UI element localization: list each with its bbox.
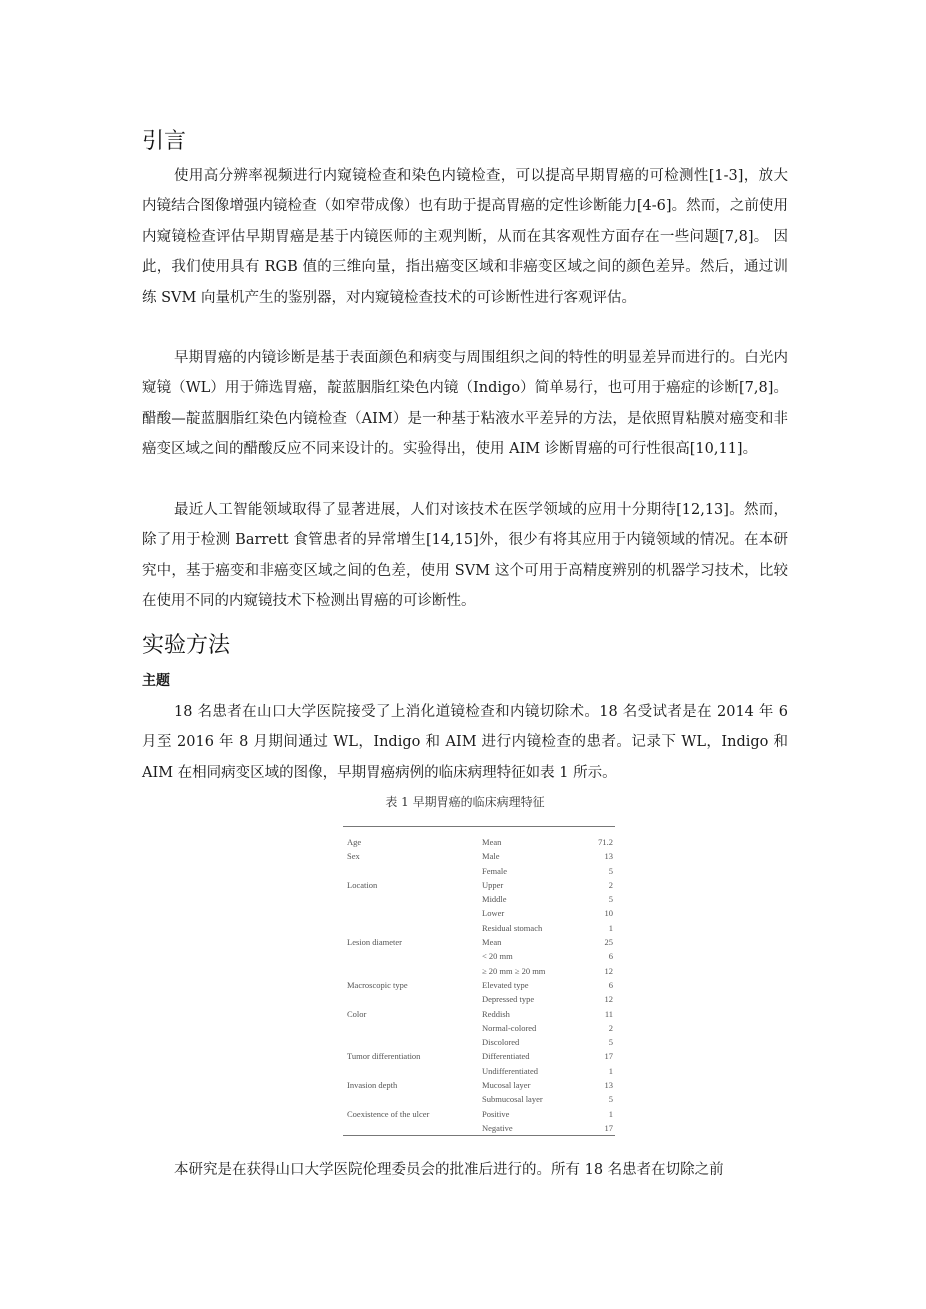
- table-cell-category: Elevated type: [482, 979, 529, 990]
- table-row: [343, 849, 615, 863]
- table-cell-value: 1: [608, 922, 613, 933]
- table-cell-variable: [343, 992, 482, 1006]
- table-cell-variable: [343, 921, 482, 935]
- table-cell-variable: Invasion depth: [347, 1080, 398, 1091]
- table-cell-variable: Tumor differentiation: [347, 1051, 421, 1062]
- table-cell-variable: Sex: [347, 851, 360, 862]
- methods-heading: 实验方法: [142, 633, 231, 658]
- table-cell-category: Mucosal layer: [482, 1080, 531, 1091]
- table-cell-variable: [343, 906, 482, 920]
- table-row: [343, 978, 615, 992]
- table-cell-category: Positive: [482, 1108, 510, 1119]
- table-cell-category: Reddish: [482, 1008, 510, 1019]
- table-cell-value: 1: [608, 1108, 613, 1119]
- table-cell-category: Middle: [482, 894, 507, 905]
- table-cell-category: Negative: [482, 1122, 513, 1133]
- table-cell-value: 5: [608, 894, 613, 905]
- table-cell-variable: [343, 1064, 482, 1078]
- table-cell-variable: Coexistence of the ulcer: [347, 1108, 430, 1119]
- table-cell-value: 71.2: [598, 837, 613, 847]
- table-row: [343, 1078, 615, 1092]
- table-row: [343, 892, 615, 906]
- intro-paragraph-3: 最近人工智能领域取得了显著进展，人们对该技术在医学领域的应用十分期待[12,13]。然而，除了用于检测 Barrett 食管患者的异常增生[14,15]外，很少有将其应用于内镜领域的情况。在本研究中，基于癌变和非癌变区域之间的色差，使用 SVM 这个可用于高精度辨别的机器学习技术，比较在使用不同的内窥镜技术下检测出胃癌的可诊断性。: [142, 502, 788, 610]
- table-cell-value: 17: [604, 1122, 613, 1133]
- table-cell-value: 6: [608, 951, 613, 962]
- table-cell-category: < 20 mm: [482, 951, 513, 962]
- intro-heading: 引言: [142, 129, 187, 154]
- table-row: [343, 1092, 615, 1106]
- table-cell-variable: [343, 892, 482, 906]
- intro-paragraph-2: 早期胃癌的内镜诊断是基于表面颜色和病变与周围组织之间的特性的明显差异而进行的。白光内窥镜（WL）用于筛选胃癌，靛蓝胭脂红染色内镜（Indigo）简单易行，也可用于癌症的诊断[7,8]。醋酸—靛蓝胭脂红染色内镜检查（AIM）是一种基于粘液水平差异的方法，是依照胃粘膜对癌变和非癌变区域之间的醋酸反应不同来设计的。实验得出，使用 AIM 诊断胃癌的可行性很高[10,11]。: [142, 350, 788, 458]
- table-row: [343, 864, 615, 878]
- table-cell-value: 12: [604, 965, 613, 976]
- table-row: [343, 878, 615, 892]
- table-cell-value: 12: [604, 994, 613, 1005]
- methods-paragraph-1: 18 名患者在山口大学医院接受了上消化道镜检查和内镜切除术。18 名受试者是在 2014 年 6 月至 2016 年 8 月期间通过 WL，Indigo 和 AIM 进行内镜检查的患者。记录下 WL，Indigo 和 AIM 在相同病变区域的图像，早期胃癌病例的临床病理特征如表 1 所示。: [142, 704, 788, 781]
- table-cell-category: Lower: [482, 908, 505, 919]
- table-row: [343, 827, 615, 850]
- table-cell-variable: [343, 964, 482, 978]
- table-cell-category: Mean: [482, 837, 502, 847]
- table-cell-category: Differentiated: [482, 1051, 530, 1062]
- table-cell-variable: [343, 1121, 482, 1136]
- table-cell-variable: Macroscopic type: [347, 979, 408, 990]
- table-row: [343, 1021, 615, 1035]
- table-row: [343, 992, 615, 1006]
- table-cell-value: 13: [604, 1080, 613, 1091]
- table-cell-value: 1: [608, 1065, 613, 1076]
- table-cell-category: Upper: [482, 879, 504, 890]
- table-cell-value: 5: [608, 865, 613, 876]
- table-cell-category: Discolored: [482, 1037, 520, 1048]
- table-cell-category: Depressed type: [482, 994, 535, 1005]
- table-cell-variable: Lesion diameter: [347, 937, 402, 948]
- table-cell-value: 10: [604, 908, 613, 919]
- table-cell-value: 2: [608, 879, 613, 890]
- table-cell-value: 25: [604, 937, 613, 948]
- table-caption: 表 1 早期胃癌的临床病理特征: [385, 795, 545, 809]
- table-row: [343, 1035, 615, 1049]
- table-cell-variable: Age: [347, 837, 362, 847]
- table-row: [343, 906, 615, 920]
- table-cell-variable: [343, 1035, 482, 1049]
- table-cell-value: 17: [604, 1051, 613, 1062]
- intro-paragraph-1: 使用高分辨率视频进行内窥镜检查和染色内镜检查，可以提高早期胃癌的可检测性[1-3]，放大内镜结合图像增强内镜检查（如窄带成像）也有助于提高胃癌的定性诊断能力[4-6]。然而，之前使用内窥镜检查评估早期胃癌是基于内镜医师的主观判断，从而在其客观性方面存在一些问题[7,8]。 因此，我们使用具有 RGB 值的三维向量，指出癌变区域和非癌变区域之间的颜色差异。然后，通过训练 SVM 向量机产生的鉴别器，对内窥镜检查技术的可诊断性进行客观评估。: [142, 168, 788, 306]
- clinicopathological-table: [343, 826, 615, 1136]
- subject-heading: 主题: [142, 673, 170, 689]
- table-row: [343, 935, 615, 949]
- table-cell-value: 5: [608, 1094, 613, 1105]
- table-cell-category: Normal-colored: [482, 1022, 537, 1033]
- table-cell-variable: [343, 864, 482, 878]
- table-row: [343, 1049, 615, 1063]
- table-cell-variable: Location: [347, 879, 378, 890]
- table-cell-value: 6: [608, 979, 613, 990]
- table-cell-category: Residual stomach: [482, 922, 543, 933]
- table-cell-category: Submucosal layer: [482, 1094, 543, 1105]
- table-cell-variable: [343, 1021, 482, 1035]
- table-cell-category: Female: [482, 865, 508, 876]
- table-row: [343, 921, 615, 935]
- table-cell-variable: [343, 1092, 482, 1106]
- table-row: [343, 1121, 615, 1136]
- table-cell-category: ≥ 20 mm ≥ 20 mm: [482, 965, 546, 976]
- table-cell-value: 5: [608, 1037, 613, 1048]
- table-row: [343, 964, 615, 978]
- table-cell-value: 2: [608, 1022, 613, 1033]
- table-row: [343, 1107, 615, 1121]
- table-row: [343, 1064, 615, 1078]
- methods-paragraph-2: 本研究是在获得山口大学医院伦理委员会的批准后进行的。所有 18 名患者在切除之前: [174, 1162, 724, 1178]
- table-cell-category: Undifferentiated: [482, 1065, 539, 1076]
- table-cell-value: 13: [604, 851, 613, 862]
- table-cell-value: 11: [604, 1008, 613, 1019]
- table-cell-variable: Color: [347, 1008, 367, 1019]
- table-cell-category: Male: [482, 851, 500, 862]
- table-row: [343, 1007, 615, 1021]
- table-cell-variable: [343, 949, 482, 963]
- table-cell-category: Mean: [482, 937, 502, 948]
- table-row: [343, 949, 615, 963]
